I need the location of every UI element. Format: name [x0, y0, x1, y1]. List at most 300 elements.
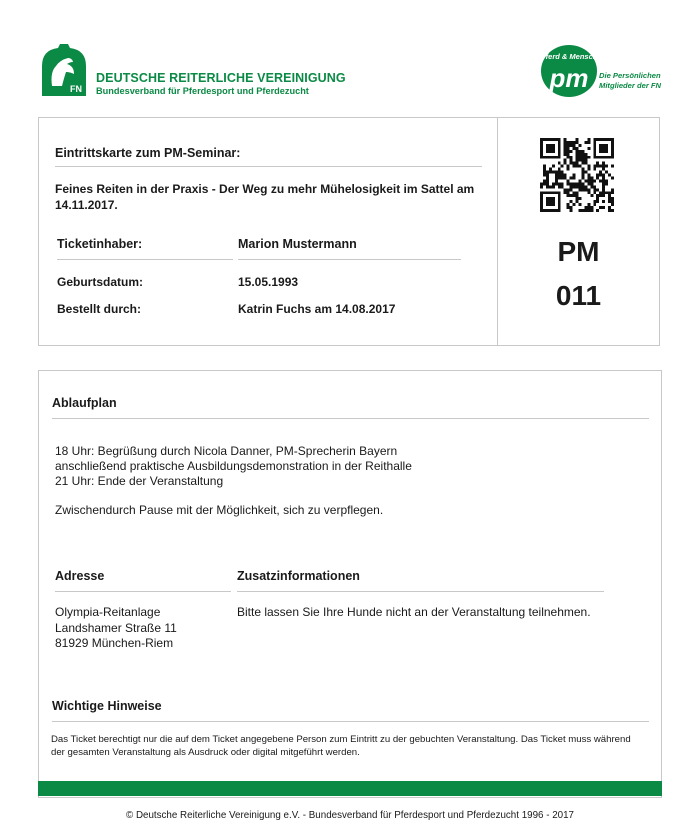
qr-module [561, 165, 564, 168]
qr-module [593, 141, 596, 144]
qr-module [552, 156, 555, 159]
qr-module [587, 191, 590, 194]
qr-module [549, 203, 552, 206]
address-line: 81929 München-Riem [55, 636, 174, 650]
qr-module [581, 174, 584, 177]
qr-module [602, 162, 605, 165]
qr-module [558, 209, 561, 212]
qr-module [578, 188, 581, 191]
qr-module [581, 171, 584, 174]
qr-module [602, 194, 605, 197]
qr-module [546, 203, 549, 206]
qr-module [611, 176, 614, 179]
ticket-code-line1: PM [557, 236, 600, 267]
qr-module [546, 200, 549, 203]
qr-module [558, 156, 561, 159]
qr-module [584, 171, 587, 174]
qr-module [546, 179, 549, 182]
qr-module [578, 159, 581, 162]
qr-module [593, 165, 596, 168]
qr-module [593, 147, 596, 150]
holder-value: Marion Mustermann [238, 237, 357, 251]
qr-module [549, 168, 552, 171]
qr-module [581, 188, 584, 191]
pm-logo-big-text: pm [549, 63, 589, 93]
qr-module [540, 147, 543, 150]
qr-module [555, 171, 558, 174]
schedule-text [55, 444, 615, 489]
qr-module [593, 153, 596, 156]
notes-title: Wichtige Hinweise [52, 699, 162, 713]
qr-module [599, 144, 602, 147]
qr-module [605, 156, 608, 159]
qr-module [567, 150, 570, 153]
qr-module [605, 150, 608, 153]
qr-module [602, 185, 605, 188]
qr-module [567, 182, 570, 185]
qr-module [596, 197, 599, 200]
qr-module [540, 141, 543, 144]
qr-module [558, 194, 561, 197]
qr-module [543, 179, 546, 182]
qr-module [611, 197, 614, 200]
qr-module [590, 176, 593, 179]
qr-module [578, 153, 581, 156]
qr-module [567, 179, 570, 182]
qr-module [602, 147, 605, 150]
qr-module [573, 185, 576, 188]
qr-module [590, 185, 593, 188]
qr-module [593, 188, 596, 191]
qr-module [540, 209, 543, 212]
qr-module [549, 150, 552, 153]
ordered-by-label: Bestellt durch: [57, 302, 142, 316]
qr-module [540, 191, 543, 194]
qr-module [558, 174, 561, 177]
qr-module [596, 156, 599, 159]
qr-module [605, 144, 608, 147]
qr-module [576, 200, 579, 203]
qr-module [587, 138, 590, 141]
qr-module [578, 150, 581, 153]
qr-module [570, 188, 573, 191]
qr-module [605, 179, 608, 182]
qr-module [573, 182, 576, 185]
qr-module [599, 147, 602, 150]
qr-module [590, 209, 593, 212]
qr-module [555, 156, 558, 159]
qr-module [576, 153, 579, 156]
qr-module [555, 174, 558, 177]
qr-module [584, 153, 587, 156]
qr-module [576, 165, 579, 168]
divider [238, 259, 461, 260]
divider [55, 591, 231, 592]
qr-module [558, 182, 561, 185]
qr-module [570, 185, 573, 188]
qr-module [564, 176, 567, 179]
qr-module [558, 203, 561, 206]
qr-module [564, 150, 567, 153]
qr-module [576, 162, 579, 165]
divider [237, 591, 604, 592]
qr-module [584, 206, 587, 209]
qr-module [578, 209, 581, 212]
qr-module [599, 150, 602, 153]
qr-module [555, 176, 558, 179]
qr-module [543, 174, 546, 177]
qr-module [576, 194, 579, 197]
qr-module [581, 153, 584, 156]
qr-module [581, 182, 584, 185]
qr-module [611, 147, 614, 150]
qr-module [552, 150, 555, 153]
qr-module [602, 206, 605, 209]
qr-module [543, 182, 546, 185]
qr-module [587, 147, 590, 150]
qr-module [581, 162, 584, 165]
qr-module [546, 144, 549, 147]
qr-module [576, 191, 579, 194]
qr-module [561, 174, 564, 177]
qr-module [546, 185, 549, 188]
qr-module [576, 185, 579, 188]
qr-module [576, 197, 579, 200]
qr-module [558, 171, 561, 174]
qr-module [567, 168, 570, 171]
qr-module [570, 162, 573, 165]
qr-module [558, 200, 561, 203]
qr-module [596, 194, 599, 197]
pm-logo [540, 44, 598, 98]
qr-module [543, 165, 546, 168]
pm-tagline-line2: Mitglieder der FN [599, 81, 662, 90]
qr-module [581, 150, 584, 153]
ticket-box [38, 117, 660, 346]
qr-module [608, 197, 611, 200]
qr-module [584, 162, 587, 165]
qr-module [590, 206, 593, 209]
qr-module [573, 147, 576, 150]
qr-module [587, 165, 590, 168]
qr-module [593, 150, 596, 153]
qr-module [599, 138, 602, 141]
qr-module [578, 179, 581, 182]
birthdate-label: Geburtsdatum: [57, 275, 144, 289]
qr-module [558, 176, 561, 179]
qr-module [578, 156, 581, 159]
qr-module [587, 168, 590, 171]
qr-module [587, 188, 590, 191]
qr-module [584, 141, 587, 144]
qr-module [546, 197, 549, 200]
qr-module [540, 185, 543, 188]
qr-module [611, 156, 614, 159]
qr-module [596, 174, 599, 177]
extra-info-title: Zusatzinformationen [237, 569, 360, 583]
qr-module [587, 206, 590, 209]
qr-module [599, 156, 602, 159]
qr-module [599, 206, 602, 209]
qr-module [611, 165, 614, 168]
green-bar [38, 781, 662, 796]
qr-module [584, 159, 587, 162]
qr-module [599, 165, 602, 168]
qr-module [602, 165, 605, 168]
qr-module [576, 138, 579, 141]
qr-module [596, 162, 599, 165]
qr-module [558, 168, 561, 171]
qr-module [564, 138, 567, 141]
qr-module [552, 203, 555, 206]
org-subtitle: Bundesverband für Pferdesport und Pferdezucht [96, 86, 309, 96]
qr-module [602, 200, 605, 203]
qr-module [561, 171, 564, 174]
qr-module [546, 191, 549, 194]
qr-module [552, 185, 555, 188]
pm-tagline [599, 71, 661, 91]
qr-code-icon [540, 138, 614, 212]
qr-module [549, 197, 552, 200]
qr-module [567, 147, 570, 150]
qr-module [558, 144, 561, 147]
qr-module [540, 203, 543, 206]
qr-module [602, 179, 605, 182]
qr-module [578, 144, 581, 147]
qr-module [573, 141, 576, 144]
qr-module [596, 165, 599, 168]
qr-module [567, 188, 570, 191]
qr-module [581, 209, 584, 212]
qr-module [558, 138, 561, 141]
qr-module [576, 156, 579, 159]
qr-module [605, 147, 608, 150]
qr-module [573, 176, 576, 179]
qr-module [587, 209, 590, 212]
qr-module [602, 188, 605, 191]
qr-module [564, 162, 567, 165]
address-title: Adresse [55, 569, 105, 583]
qr-module [570, 141, 573, 144]
qr-module [587, 176, 590, 179]
qr-module [608, 200, 611, 203]
schedule-line: 18 Uhr: Begrüßung durch Nicola Danner, PM-Sprecherin Bayern [55, 444, 398, 458]
qr-module [573, 144, 576, 147]
qr-module [605, 182, 608, 185]
qr-module [561, 182, 564, 185]
qr-module [596, 200, 599, 203]
qr-module [602, 182, 605, 185]
qr-module [570, 159, 573, 162]
qr-module [546, 171, 549, 174]
pause-text: Zwischendurch Pause mit der Möglichkeit, sich zu verpflegen. [55, 503, 384, 517]
qr-module [567, 165, 570, 168]
qr-module [555, 191, 558, 194]
qr-module [558, 141, 561, 144]
qr-module [590, 182, 593, 185]
qr-module [546, 138, 549, 141]
qr-module [593, 156, 596, 159]
qr-module [576, 150, 579, 153]
qr-module [540, 156, 543, 159]
qr-module [558, 185, 561, 188]
qr-module [581, 168, 584, 171]
qr-module [564, 153, 567, 156]
qr-module [567, 144, 570, 147]
qr-module [549, 147, 552, 150]
qr-module [593, 203, 596, 206]
info-box [38, 370, 662, 798]
qr-module [576, 141, 579, 144]
address-line: Olympia-Reitanlage [55, 605, 161, 619]
qr-module [570, 144, 573, 147]
qr-module [549, 138, 552, 141]
holder-label: Ticketinhaber: [57, 237, 143, 251]
qr-module [552, 209, 555, 212]
qr-module [602, 174, 605, 177]
qr-module [549, 191, 552, 194]
qr-module [567, 194, 570, 197]
qr-module [540, 194, 543, 197]
qr-module [584, 188, 587, 191]
divider [52, 418, 649, 419]
qr-module [593, 138, 596, 141]
qr-module [570, 150, 573, 153]
ordered-by-value: Katrin Fuchs am 14.08.2017 [238, 302, 396, 316]
qr-module [549, 171, 552, 174]
qr-module [543, 209, 546, 212]
qr-module [567, 191, 570, 194]
qr-module [546, 150, 549, 153]
qr-module [549, 144, 552, 147]
qr-module [611, 150, 614, 153]
qr-module [570, 200, 573, 203]
qr-module [540, 138, 543, 141]
qr-module [573, 194, 576, 197]
qr-module [608, 138, 611, 141]
qr-module [587, 141, 590, 144]
qr-module [576, 147, 579, 150]
qr-module [558, 191, 561, 194]
qr-module [599, 191, 602, 194]
qr-module [570, 182, 573, 185]
qr-module [540, 200, 543, 203]
qr-module [602, 176, 605, 179]
qr-module [596, 209, 599, 212]
qr-module [552, 191, 555, 194]
qr-module [584, 185, 587, 188]
extra-info-text: Bitte lassen Sie Ihre Hunde nicht an der Veranstaltung teilnehmen. [237, 605, 591, 619]
qr-module [567, 141, 570, 144]
qr-module [552, 171, 555, 174]
qr-module [581, 185, 584, 188]
qr-module [540, 197, 543, 200]
qr-module [573, 174, 576, 177]
qr-module [578, 165, 581, 168]
qr-module [590, 194, 593, 197]
qr-module [555, 138, 558, 141]
qr-module [570, 206, 573, 209]
qr-module [576, 182, 579, 185]
qr-module [546, 182, 549, 185]
qr-module [567, 206, 570, 209]
qr-module [552, 144, 555, 147]
qr-module [599, 171, 602, 174]
schedule-title: Ablaufplan [52, 396, 117, 410]
qr-module [549, 156, 552, 159]
qr-module [540, 182, 543, 185]
qr-module [599, 194, 602, 197]
qr-module [581, 176, 584, 179]
qr-module [552, 182, 555, 185]
qr-module [552, 197, 555, 200]
qr-module [555, 179, 558, 182]
qr-module [558, 147, 561, 150]
qr-module [611, 141, 614, 144]
qr-module [546, 156, 549, 159]
qr-module [611, 188, 614, 191]
address-line: Landshamer Straße 11 [55, 620, 177, 635]
qr-module [602, 150, 605, 153]
qr-module [543, 138, 546, 141]
qr-module [593, 168, 596, 171]
qr-module [605, 165, 608, 168]
qr-module [573, 203, 576, 206]
qr-module [540, 206, 543, 209]
schedule-line: 21 Uhr: Ende der Veranstaltung [55, 474, 224, 488]
qr-module [561, 185, 564, 188]
qr-module [549, 185, 552, 188]
qr-module [584, 209, 587, 212]
birthdate-value: 15.05.1993 [238, 275, 299, 289]
qr-module [540, 153, 543, 156]
qr-module [546, 147, 549, 150]
qr-module [587, 179, 590, 182]
qr-module [543, 156, 546, 159]
qr-module [599, 174, 602, 177]
page-header [0, 0, 700, 110]
qr-module [593, 185, 596, 188]
qr-module [573, 162, 576, 165]
qr-module [552, 165, 555, 168]
qr-module [578, 182, 581, 185]
qr-module [540, 150, 543, 153]
qr-module [611, 191, 614, 194]
divider [52, 721, 649, 722]
qr-module [555, 209, 558, 212]
qr-module [567, 153, 570, 156]
qr-module [608, 191, 611, 194]
qr-module [578, 203, 581, 206]
qr-module [602, 138, 605, 141]
qr-module [584, 179, 587, 182]
qr-module [549, 209, 552, 212]
qr-module [608, 156, 611, 159]
ticket-title: Eintrittskarte zum PM-Seminar: [55, 146, 241, 160]
qr-module [570, 176, 573, 179]
qr-module [561, 176, 564, 179]
address-text [55, 605, 177, 652]
qr-module [611, 144, 614, 147]
qr-module [546, 176, 549, 179]
qr-module [596, 138, 599, 141]
qr-module [555, 182, 558, 185]
qr-module [587, 156, 590, 159]
qr-module [558, 153, 561, 156]
qr-module [596, 188, 599, 191]
qr-module [596, 176, 599, 179]
qr-module [570, 194, 573, 197]
